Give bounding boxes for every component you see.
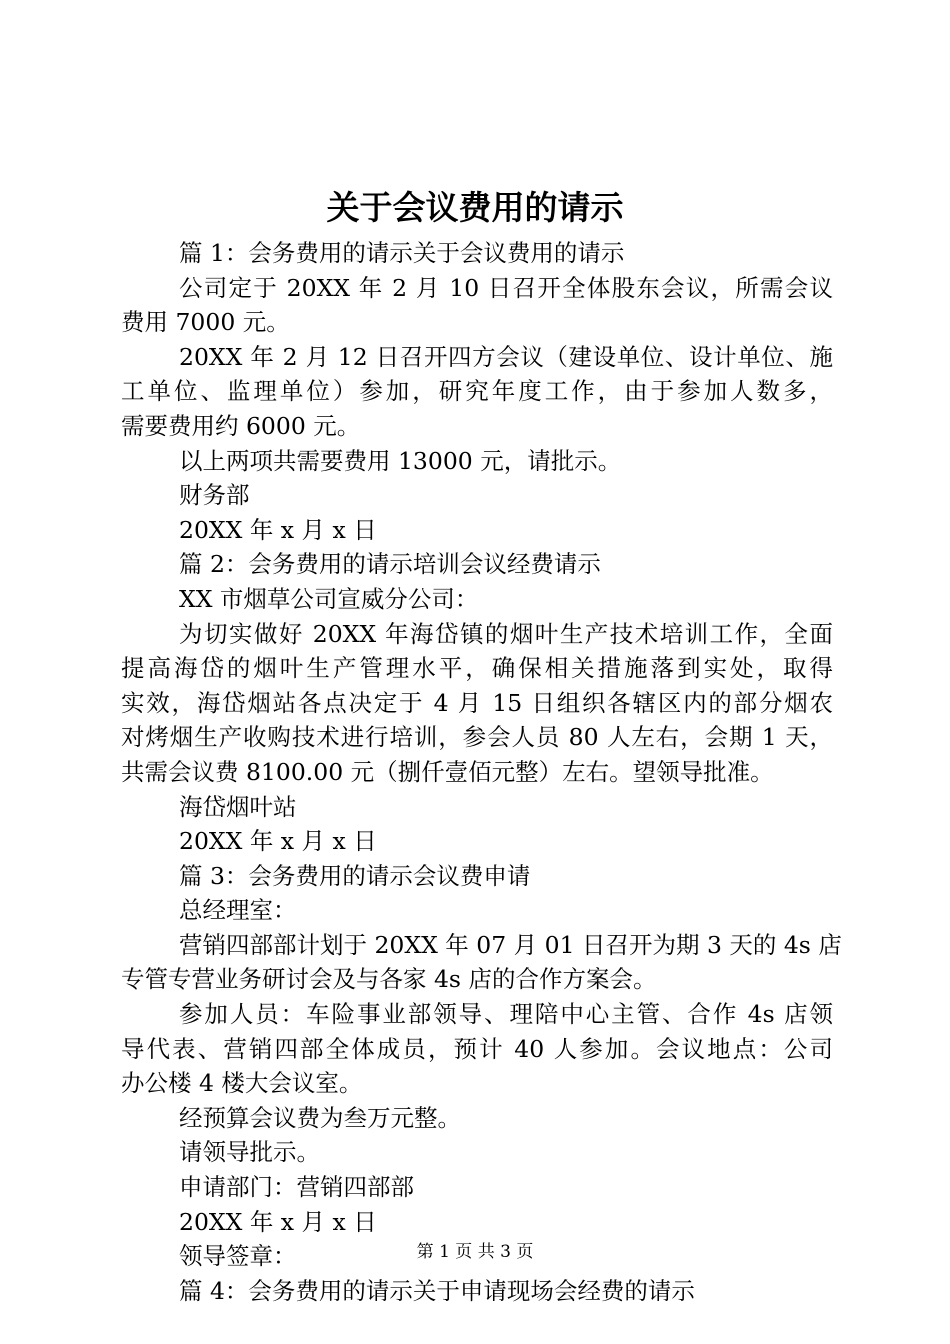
paragraph-line: 篇 4：会务费用的请示关于申请现场会经费的请示 [179,1276,695,1305]
paragraph-line: 营销四部部计划于 20XX 年 07 月 01 日召开为期 3 天的 4s 店 [179,930,842,959]
paragraph-line: 公司定于 20XX 年 2 月 10 日召开全体股东会议，所需会议 [179,273,833,302]
paragraph-line: 导代表、营销四部全体成员，预计 40 人参加。会议地点：公司 [121,1034,833,1063]
paragraph-line: 领导签章： [179,1242,297,1271]
paragraph-line: 提高海岱的烟叶生产管理水平，确保相关措施落到实处，取得 [121,654,833,683]
paragraph-line: 共需会议费 8100.00 元（捌仟壹佰元整）左右。望领导批准。 [121,757,774,786]
paragraph-line: 请领导批示。 [179,1138,320,1167]
paragraph-line: 专管专营业务研讨会及与各家 4s 店的合作方案会。 [121,965,657,994]
paragraph-line: 以上两项共需要费用 13000 元，请批示。 [179,446,622,475]
document-body [121,236,842,1308]
paragraph-line: 为切实做好 20XX 年海岱镇的烟叶生产技术培训工作，全面 [179,619,833,648]
paragraph-line: 20XX 年 x 月 x 日 [179,1207,377,1236]
paragraph-line: 海岱烟叶站 [179,792,297,821]
paragraph-line: 对烤烟生产收购技术进行培训，参会人员 80 人左右，会期 1 天， [121,723,833,752]
paragraph-line: 财务部 [179,481,250,510]
paragraph-line: 工单位、监理单位）参加，研究年度工作，由于参加人数多， [121,377,833,406]
paragraph-line: 参加人员：车险事业部领导、理陪中心主管、合作 4s 店领 [179,1000,833,1029]
paragraph-line: 实效，海岱烟站各点决定于 4 月 15 日组织各辖区内的部分烟农 [121,688,833,717]
paragraph-line: XX 市烟草公司宣威分公司： [179,584,479,613]
paragraph-line: 办公楼 4 楼大会议室。 [121,1069,363,1098]
paragraph-line: 总经理室： [179,896,297,925]
paragraph-line: 篇 3：会务费用的请示会议费申请 [179,861,531,890]
document-title: 关于会议费用的请示 [326,188,624,227]
paragraph-line: 需要费用约 6000 元。 [121,411,361,440]
paragraph-line: 费用 7000 元。 [121,308,290,337]
page-footer: 第 1 页 共 3 页 [416,1242,534,1262]
paragraph-line: 20XX 年 x 月 x 日 [179,827,377,856]
paragraph-line: 20XX 年 x 月 x 日 [179,515,377,544]
paragraph-line: 篇 1：会务费用的请示关于会议费用的请示 [179,239,625,267]
paragraph-line: 申请部门：营销四部部 [179,1173,414,1202]
paragraph-line: 经预算会议费为叁万元整。 [179,1103,461,1132]
paragraph-line: 篇 2：会务费用的请示培训会议经费请示 [179,550,601,579]
paragraph-line: 20XX 年 2 月 12 日召开四方会议（建设单位、设计单位、施 [179,342,833,371]
